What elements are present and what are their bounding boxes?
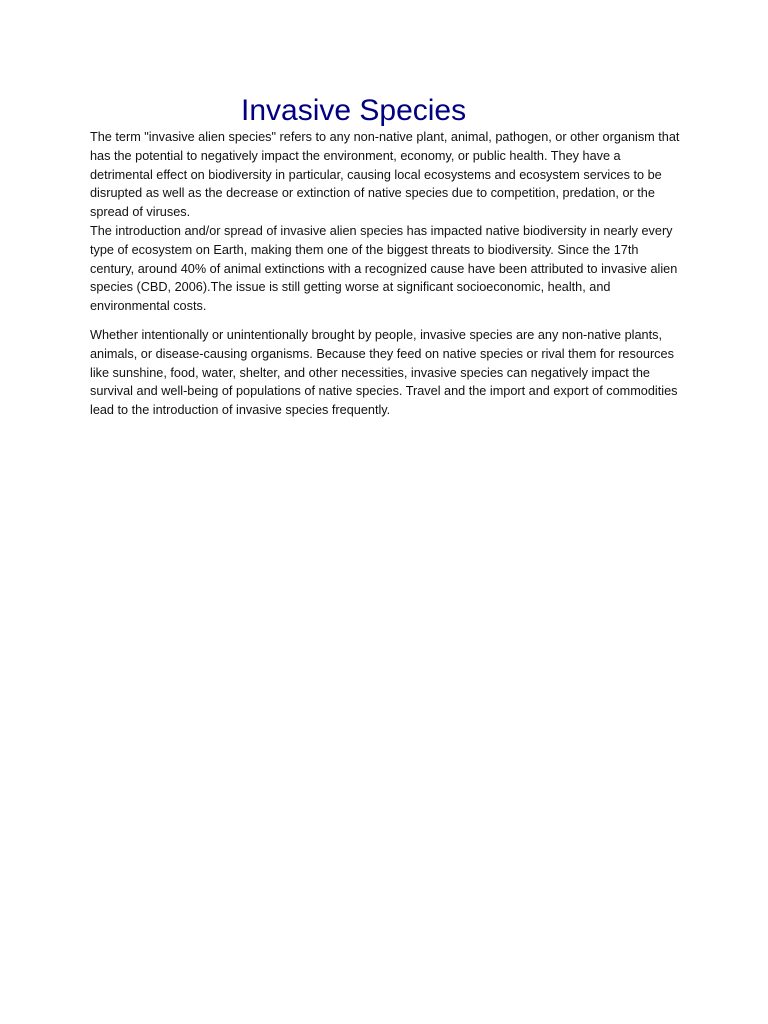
document-title: Invasive Species [241,94,467,127]
paragraph-3: Whether intentionally or unintentionally brought by people, invasive species are any non-native plants, animals, or disease-causing organisms. Because they feed on native species or rival them for resources like sunshine, food, water, shelter, and other necessities, invasive species can negatively impact the survival and well-being of populations of native species. Travel and the import and export of commodities lead to the introduction of invasive species frequently. [90,327,678,418]
paragraph-2: The introduction and/or spread of invasive alien species has impacted native biodiversity in nearly every type of ecosystem on Earth, making them one of the biggest threats to biodiversity. Since the 17th century, around 40% of animal extinctions with a recognized cause have been attributed to invasive alien species (CBD, 2006).The issue is still getting worse at significant socioeconomic, health, and environmental costs. [90,223,678,314]
document-body [90,128,682,420]
paragraph-1: The term "invasive alien species" refers to any non-native plant, animal, pathogen, or other organism that has the potential to negatively impact the environment, economy, or public health. They have a detrimental effect on biodiversity in particular, causing local ecosystems and ecosystem services to be disrupted as well as the decrease or extinction of native species due to competition, predation, or the spread of viruses. [90,130,680,220]
